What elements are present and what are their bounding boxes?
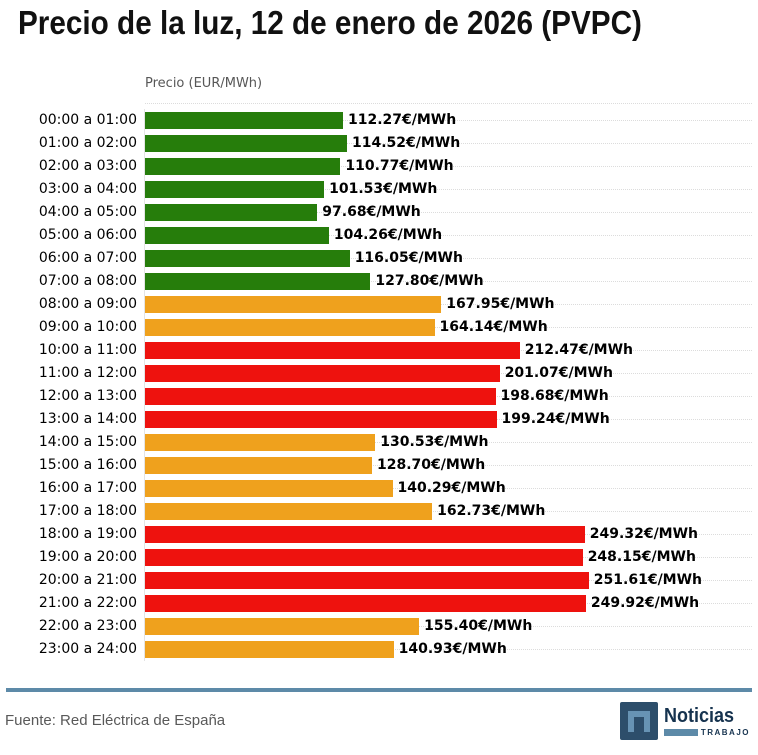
price-value-label: 114.52€/MWh <box>352 135 461 151</box>
bar-row <box>0 132 758 155</box>
bar-row <box>0 431 758 454</box>
price-bar <box>145 204 317 221</box>
hour-label: 07:00 a 08:00 <box>38 273 137 289</box>
bar-row <box>0 270 758 293</box>
hour-label: 13:00 a 14:00 <box>38 411 137 427</box>
price-bar <box>145 480 393 497</box>
price-bar <box>145 434 375 451</box>
page-title: Precio de la luz, 12 de enero de 2026 (PVPC) <box>18 4 642 41</box>
hour-label: 16:00 a 17:00 <box>38 480 137 496</box>
bar-row <box>0 247 758 270</box>
price-value-label: 110.77€/MWh <box>345 158 454 174</box>
bar-row <box>0 454 758 477</box>
price-value-label: 130.53€/MWh <box>380 434 489 450</box>
hour-label: 04:00 a 05:00 <box>38 204 137 220</box>
price-value-label: 164.14€/MWh <box>439 319 548 335</box>
bar-row <box>0 638 758 661</box>
price-value-label: 198.68€/MWh <box>500 388 609 404</box>
bar-row <box>0 155 758 178</box>
price-bar <box>145 365 500 382</box>
hour-label: 18:00 a 19:00 <box>38 526 137 542</box>
price-value-label: 249.92€/MWh <box>590 595 700 611</box>
logo-wordmark <box>664 706 750 737</box>
price-bar <box>145 296 441 313</box>
hour-label: 22:00 a 23:00 <box>38 618 137 634</box>
bar-row <box>0 385 758 408</box>
bar-row <box>0 339 758 362</box>
bar-area <box>145 178 752 201</box>
noticias-n-icon <box>620 702 658 740</box>
hour-label: 19:00 a 20:00 <box>38 549 137 565</box>
bar-area <box>145 362 752 385</box>
bar-row <box>0 178 758 201</box>
bar-row <box>0 109 758 132</box>
price-bar <box>145 526 585 543</box>
hour-label: 02:00 a 03:00 <box>38 158 137 174</box>
price-bar <box>145 641 394 658</box>
footer-divider <box>6 688 752 692</box>
price-value-label: 112.27€/MWh <box>348 112 457 128</box>
bar-row <box>0 201 758 224</box>
hour-label: 12:00 a 13:00 <box>38 388 137 404</box>
hour-label: 11:00 a 12:00 <box>38 365 137 381</box>
bar-row <box>0 477 758 500</box>
bar-area <box>145 109 752 132</box>
price-value-label: 162.73€/MWh <box>437 503 546 519</box>
bar-row <box>0 523 758 546</box>
price-bar <box>145 411 497 428</box>
logo-sub-row <box>664 728 750 737</box>
bar-area <box>145 546 752 569</box>
price-bar <box>145 572 589 589</box>
bar-area <box>145 293 752 316</box>
hour-label: 09:00 a 10:00 <box>38 319 137 335</box>
source-text: Fuente: Red Eléctrica de España <box>5 712 226 729</box>
hour-label: 21:00 a 22:00 <box>38 595 137 611</box>
hour-label: 20:00 a 21:00 <box>38 572 137 588</box>
price-bar <box>145 503 432 520</box>
logo-brand-text: Noticias <box>663 704 734 727</box>
price-value-label: 140.29€/MWh <box>397 480 506 496</box>
price-value-label: 212.47€/MWh <box>524 342 634 358</box>
bar-area <box>145 523 752 546</box>
bar-area <box>145 155 752 178</box>
hour-label: 05:00 a 06:00 <box>38 227 137 243</box>
price-bar <box>145 250 350 267</box>
bar-row <box>0 592 758 615</box>
price-bar <box>145 181 324 198</box>
price-value-label: 155.40€/MWh <box>424 618 533 634</box>
hour-label: 15:00 a 16:00 <box>38 457 137 473</box>
price-bar <box>145 319 435 336</box>
bar-chart <box>0 109 758 661</box>
bar-row <box>0 569 758 592</box>
price-bar <box>145 388 496 405</box>
price-value-label: 249.32€/MWh <box>589 526 699 542</box>
bar-row <box>0 293 758 316</box>
bar-area <box>145 454 752 477</box>
bar-area <box>145 316 752 339</box>
hour-label: 17:00 a 18:00 <box>38 503 137 519</box>
price-bar <box>145 112 343 129</box>
top-gridline <box>145 103 752 104</box>
price-value-label: 201.07€/MWh <box>504 365 613 381</box>
logo-sub-text: TRABAJO <box>700 727 750 737</box>
bar-area <box>145 132 752 155</box>
price-value-label: 104.26€/MWh <box>333 227 443 243</box>
bar-area <box>145 224 752 247</box>
hour-label: 10:00 a 11:00 <box>38 342 137 358</box>
bar-area <box>145 385 752 408</box>
bar-area <box>145 615 752 638</box>
hour-label: 14:00 a 15:00 <box>38 434 137 450</box>
bar-row <box>0 546 758 569</box>
bar-area <box>145 339 752 362</box>
bar-row <box>0 362 758 385</box>
bar-row <box>0 316 758 339</box>
bar-row <box>0 615 758 638</box>
price-bar <box>145 457 372 474</box>
price-bar <box>145 273 370 290</box>
hour-label: 23:00 a 24:00 <box>38 641 137 657</box>
bar-area <box>145 408 752 431</box>
price-bar <box>145 595 586 612</box>
price-value-label: 140.93€/MWh <box>398 641 507 657</box>
price-bar <box>145 158 340 175</box>
bar-area <box>145 477 752 500</box>
price-value-label: 116.05€/MWh <box>354 250 463 266</box>
price-value-label: 251.61€/MWh <box>593 572 703 588</box>
price-bar <box>145 618 419 635</box>
bar-row <box>0 500 758 523</box>
price-value-label: 128.70€/MWh <box>377 457 486 473</box>
hour-label: 06:00 a 07:00 <box>38 250 137 266</box>
axis-title: Precio (EUR/MWh) <box>145 76 263 91</box>
hour-label: 01:00 a 02:00 <box>38 135 137 151</box>
price-value-label: 248.15€/MWh <box>587 549 696 565</box>
bar-row <box>0 224 758 247</box>
price-value-label: 127.80€/MWh <box>375 273 484 289</box>
price-value-label: 97.68€/MWh <box>322 204 421 220</box>
price-bar <box>145 549 583 566</box>
bar-area <box>145 247 752 270</box>
bar-area <box>145 500 752 523</box>
price-bar <box>145 342 520 359</box>
hour-label: 03:00 a 04:00 <box>38 181 137 197</box>
bar-area <box>145 431 752 454</box>
bar-area <box>145 201 752 224</box>
bar-area <box>145 638 752 661</box>
hour-label: 00:00 a 01:00 <box>38 112 137 128</box>
publisher-logo <box>620 702 750 740</box>
price-value-label: 167.95€/MWh <box>446 296 555 312</box>
price-value-label: 101.53€/MWh <box>329 181 438 197</box>
price-value-label: 199.24€/MWh <box>501 411 610 427</box>
bar-row <box>0 408 758 431</box>
hour-label: 08:00 a 09:00 <box>38 296 137 312</box>
bar-area <box>145 592 752 615</box>
bar-area <box>145 569 752 592</box>
price-bar <box>145 227 329 244</box>
bar-area <box>145 270 752 293</box>
price-bar <box>145 135 347 152</box>
logo-accent-bar <box>664 729 698 736</box>
